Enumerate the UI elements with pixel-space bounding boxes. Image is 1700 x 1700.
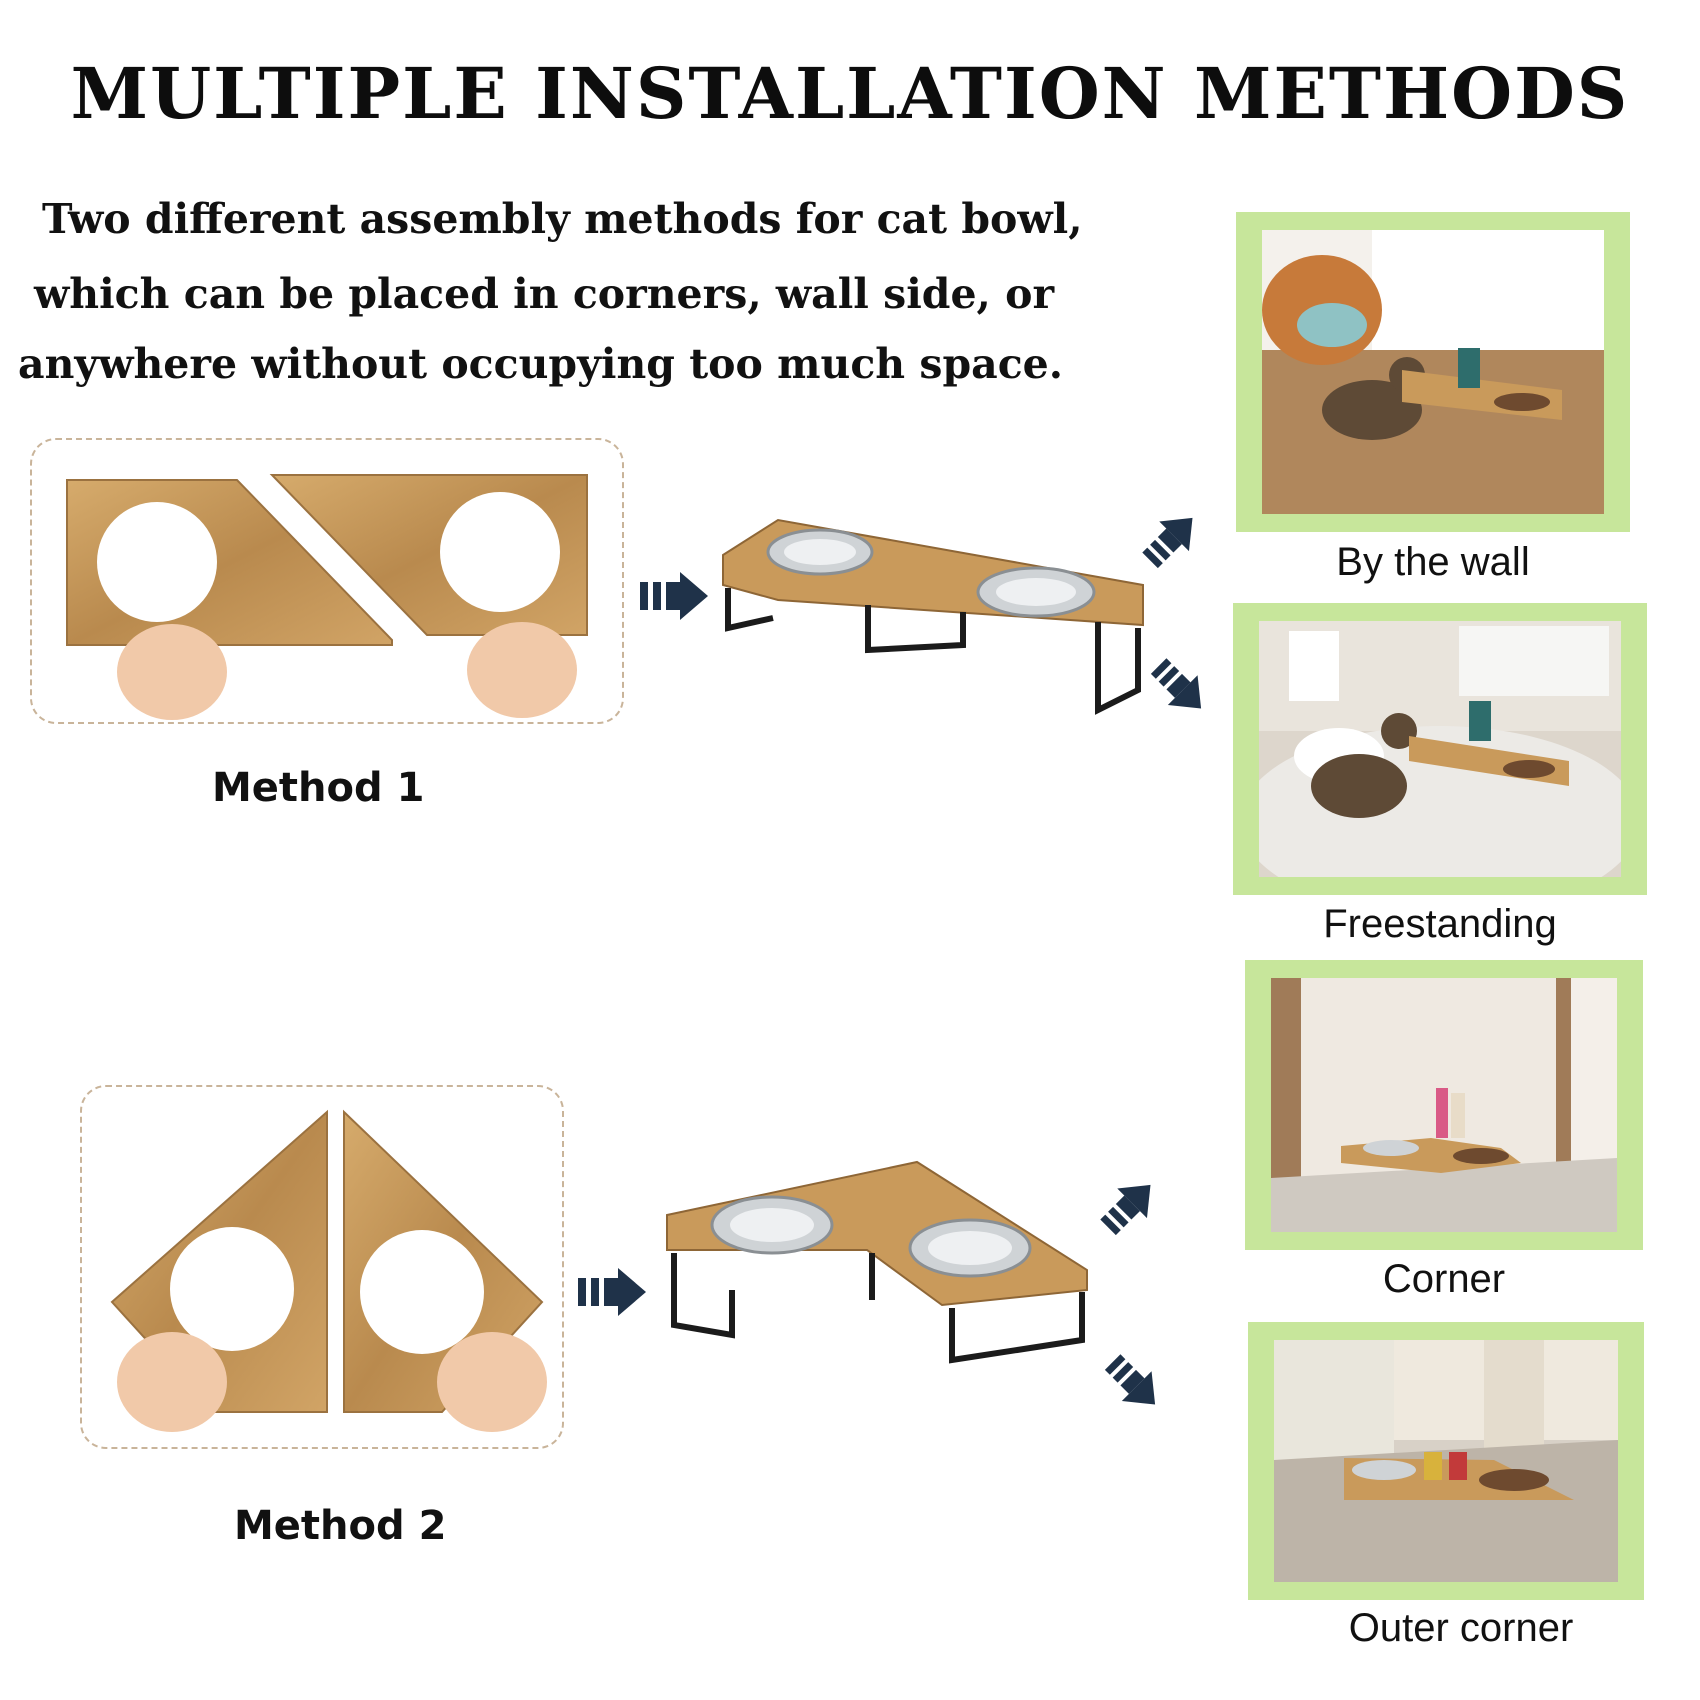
photo-outer-corner: [1274, 1340, 1618, 1582]
intro-line-3: anywhere without occupying too much space.: [18, 340, 1064, 388]
photo-frame-outer-corner: [1248, 1322, 1644, 1600]
arrow-down-right-icon: [1150, 656, 1214, 720]
page-title: MULTIPLE INSTALLATION METHODS: [70, 52, 1630, 135]
caption-corner: Corner: [1382, 1257, 1506, 1301]
intro-line-1: Two different assembly methods for cat bowl,: [42, 195, 1083, 243]
photo-freestanding: [1259, 621, 1621, 877]
photo-frame-corner: [1245, 960, 1643, 1250]
method-2-parts-box: [80, 1085, 564, 1449]
assembled-corner-stand: [662, 1150, 1092, 1375]
photo-frame-freestanding: [1233, 603, 1647, 895]
arrow-down-right-icon: [1104, 1352, 1168, 1416]
method-2-parts-illustration: [82, 1087, 562, 1447]
photo-by-the-wall: [1262, 230, 1604, 514]
arrow-right-icon: [640, 572, 710, 620]
method-2-label: Method 2: [234, 1503, 447, 1549]
assembled-straight-stand: [718, 510, 1148, 720]
method-1-parts-illustration: [32, 440, 622, 722]
caption-outer-corner: Outer corner: [1348, 1606, 1574, 1650]
method-1-label: Method 1: [212, 765, 425, 811]
caption-freestanding: Freestanding: [1323, 902, 1557, 946]
arrow-up-right-icon: [1098, 1172, 1162, 1236]
caption-by-the-wall: By the wall: [1336, 540, 1530, 584]
arrow-right-icon: [578, 1268, 648, 1316]
arrow-up-right-icon: [1140, 505, 1204, 569]
photo-corner: [1271, 978, 1617, 1232]
photo-frame-by-the-wall: [1236, 212, 1630, 532]
method-1-parts-box: [30, 438, 624, 724]
intro-line-2: which can be placed in corners, wall side, or: [34, 270, 1055, 318]
